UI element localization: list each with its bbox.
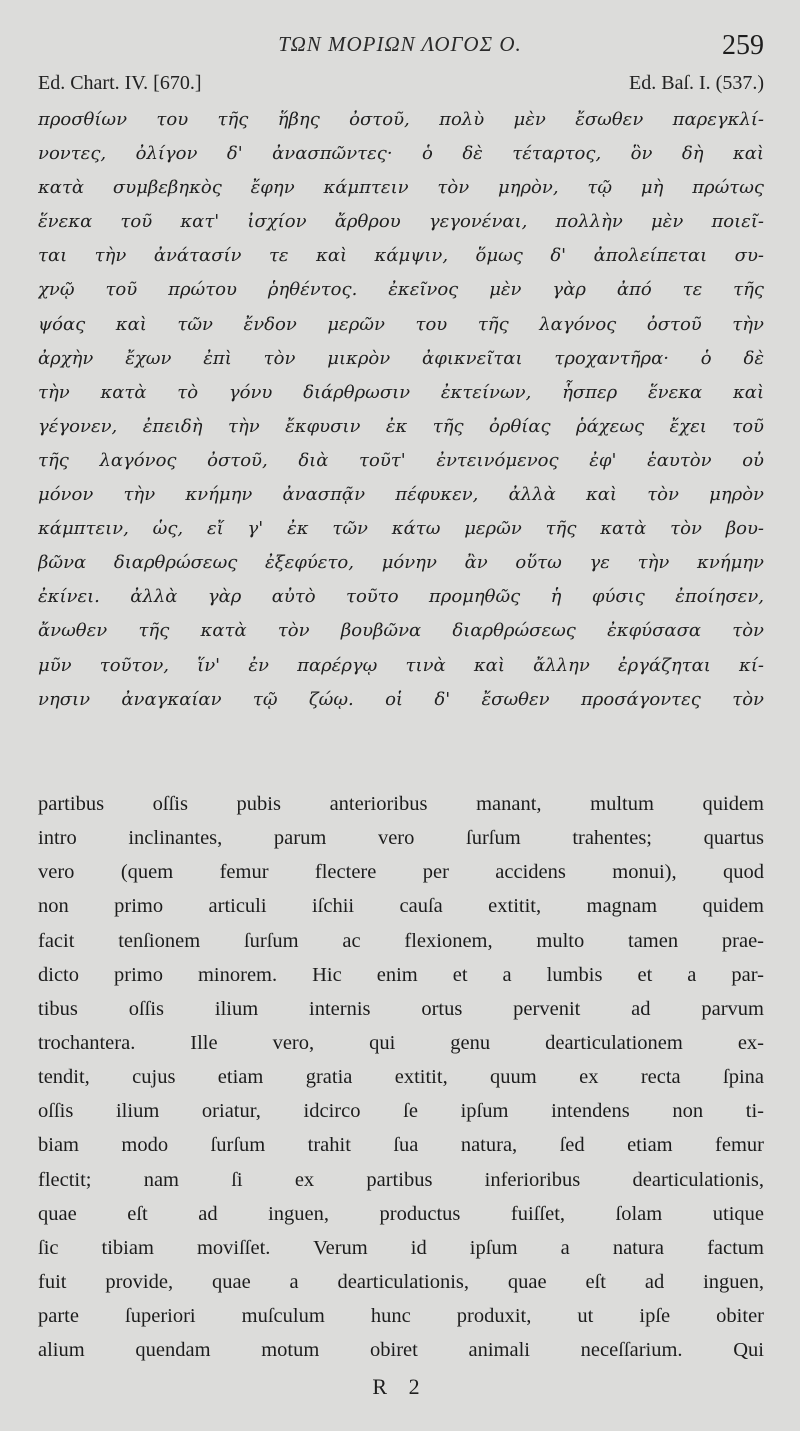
- latin-line: non primo articuli iſchii cauſa extitit, magnam quidem: [38, 895, 764, 918]
- latin-line: fuit provide, quae a dearticulationis, quae eſt ad inguen,: [38, 1270, 764, 1293]
- latin-line: oſſis ilium oriatur, idcirco ſe ipſum intendens non ti-: [38, 1100, 764, 1123]
- greek-line: ψόας καὶ τῶν ἔνδον μερῶν του τῆς λαγόνος ὀστοῦ τὴν: [38, 313, 764, 335]
- latin-line: facit tenſionem ſurſum ac flexionem, multo tamen prae-: [38, 929, 764, 952]
- greek-line: μῦν τοῦτον, ἵν' ἐν παρέργῳ τινὰ καὶ ἄλλην ἐργάζηται κί-: [38, 654, 764, 676]
- running-head: [0, 30, 800, 64]
- greek-line: ἐκίνει. ἀλλὰ γὰρ αὐτὸ τοῦτο προμηθῶς ἡ φύσις ἐποίησεν,: [38, 586, 764, 608]
- latin-line: parte ſuperiori muſculum hunc produxit, ut ipſe obiter: [38, 1305, 764, 1328]
- latin-line: trochantera. Ille vero, qui genu dearticulationem ex-: [38, 1031, 764, 1054]
- running-title: ΤΩΝ ΜΟΡΙΩΝ ΛΟΓΟΣ Ο.: [278, 32, 522, 56]
- latin-line: dicto primo minorem. Hic enim et a lumbis et a par-: [38, 963, 764, 986]
- latin-line: vero (quem femur flectere per accidens monui), quod: [38, 861, 764, 884]
- greek-line: ἄνωθεν τῆς κατὰ τὸν βουβῶνα διαρθρώσεως ἐκφύσασα τὸν: [38, 620, 764, 642]
- greek-line: ἕνεκα τοῦ κατ' ἰσχίον ἄρθρου γεγονέναι, πολλὴν μὲν ποιεῖ-: [38, 211, 764, 233]
- edition-basel-reference: Ed. Baſ. I. (537.): [629, 72, 764, 94]
- greek-line: βῶνα διαρθρώσεως ἐξεφύετο, μόνην ἂν οὕτω γε τὴν κνήμην: [38, 552, 764, 574]
- latin-line: partibus oſſis pubis anterioribus manant, multum quidem: [38, 793, 764, 815]
- latin-line: intro inclinantes, parum vero ſurſum trahentes; quartus: [38, 827, 764, 850]
- greek-line: ται τὴν ἀνάτασίν τε καὶ κάμψιν, ὅμως δ' ἀπολείπεται συ-: [38, 245, 764, 267]
- greek-line: κατὰ συμβεβηκὸς ἔφην κάμπτειν τὸν μηρὸν, τῷ μὴ πρώτως: [38, 177, 764, 199]
- greek-line: μόνον τὴν κνήμην ἀνασπᾷν πέφυκεν, ἀλλὰ καὶ τὸν μηρὸν: [38, 484, 764, 506]
- latin-text-block: [38, 787, 764, 1367]
- latin-line: flectit; nam ſi ex partibus inferioribus dearticulationis,: [38, 1168, 764, 1191]
- latin-line: tendit, cujus etiam gratia extitit, quum ex recta ſpina: [38, 1066, 764, 1089]
- greek-line: νησιν ἀναγκαίαν τῷ ζώῳ. οἱ δ' ἔσωθεν προσάγοντες τὸν: [38, 688, 764, 710]
- page-number: 259: [722, 30, 764, 61]
- greek-line: νοντες, ὀλίγον δ' ἀνασπῶντες· ὁ δὲ τέταρτος, ὃν δὴ καὶ: [38, 143, 764, 165]
- printer-signature-mark: R 2: [372, 1374, 428, 1399]
- latin-line: tibus oſſis ilium internis ortus pervenit ad parvum: [38, 997, 764, 1020]
- greek-line: ἀρχὴν ἔχων ἐπὶ τὸν μικρὸν ἀφικνεῖται τροχαντῆρα· ὁ δὲ: [38, 347, 764, 369]
- greek-line: κάμπτειν, ὡς, εἴ γ' ἐκ τῶν κάτω μερῶν τῆς κατὰ τὸν βου-: [38, 518, 764, 540]
- edition-reference-line: [38, 72, 764, 102]
- greek-line: χνῷ τοῦ πρώτου ῥηθέντος. ἐκεῖνος μὲν γὰρ ἀπό τε τῆς: [38, 279, 764, 301]
- greek-line: τὴν κατὰ τὸ γόνυ διάρθρωσιν ἐκτείνων, ἧσπερ ἕνεκα καὶ: [38, 381, 764, 403]
- edition-chart-reference: Ed. Chart. IV. [670.]: [38, 72, 202, 94]
- greek-text-block: [38, 103, 764, 717]
- greek-line: γέγονεν, ἐπειδὴ τὴν ἔκφυσιν ἐκ τῆς ὀρθίας ῥάχεως ἔχει τοῦ: [38, 415, 764, 437]
- greek-line: προσθίων του τῆς ἥβης ὀστοῦ, πολὺ μὲν ἔσωθεν παρεγκλί-: [38, 109, 764, 130]
- latin-line: ſic tibiam moviſſet. Verum id ipſum a natura factum: [38, 1236, 764, 1259]
- latin-line: alium quendam motum obiret animali neceſſarium. Qui: [38, 1339, 764, 1362]
- latin-line: biam modo ſurſum trahit ſua natura, ſed etiam femur: [38, 1134, 764, 1157]
- latin-line: quae eſt ad inguen, productus fuiſſet, ſolam utique: [38, 1202, 764, 1225]
- greek-line: τῆς λαγόνος ὀστοῦ, διὰ τοῦτ' ἐντεινόμενος ἐφ' ἑαυτὸν οὐ: [38, 449, 764, 471]
